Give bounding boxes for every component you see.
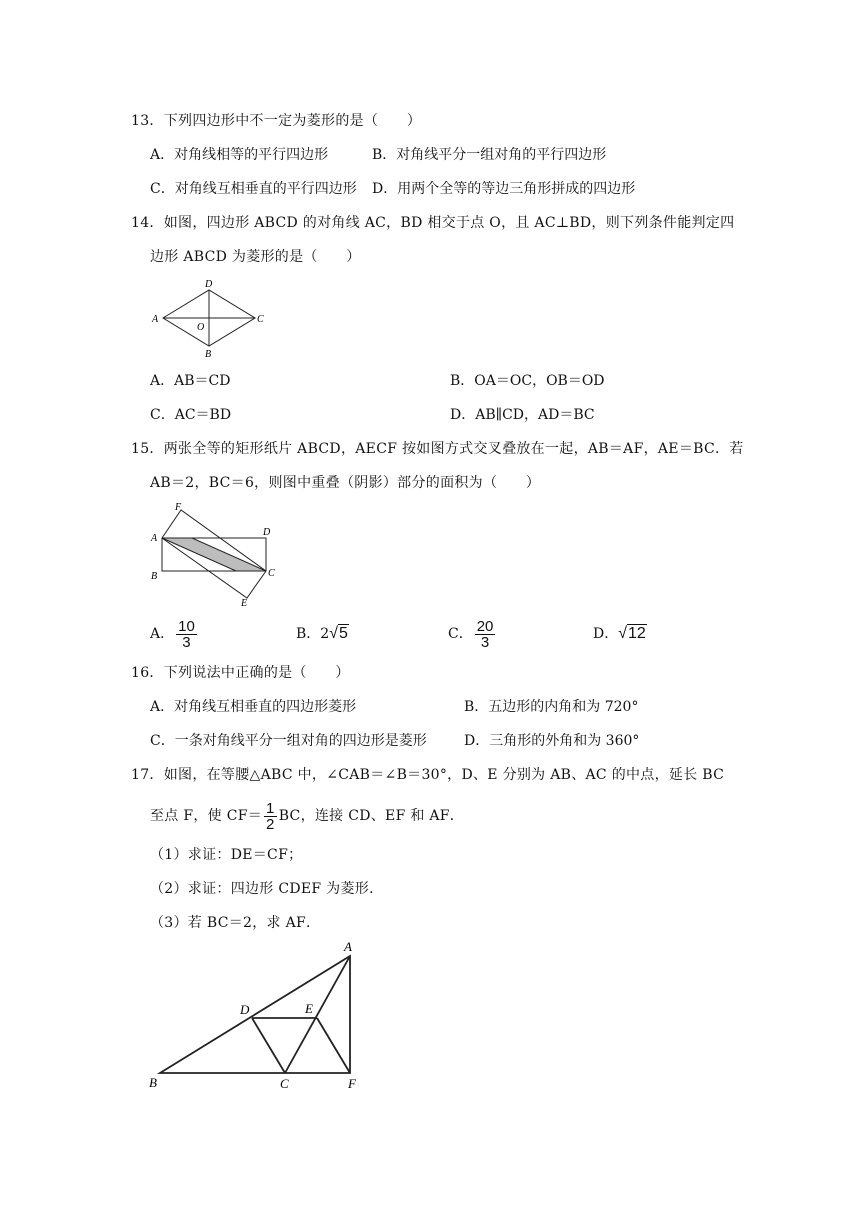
q13-option-c: C．对角线互相垂直的平行四边形 xyxy=(150,181,357,197)
label-f: F xyxy=(348,1076,356,1091)
q14-option-d: D．AB∥CD，AD＝BC xyxy=(450,407,595,423)
q15-stem-line1: 15．两张全等的矩形纸片 ABCD，AECF 按如图方式交叉叠放在一起，AB＝AF，AE＝BC．若 xyxy=(131,441,744,457)
label-a: A xyxy=(151,533,158,544)
label-d: D xyxy=(263,527,271,538)
q14-option-c: C．AC＝BD xyxy=(150,407,232,423)
label-b: B xyxy=(151,571,158,582)
q13-option-b: B．对角线平分一组对角的平行四边形 xyxy=(372,147,607,163)
q14-rhombus-figure xyxy=(145,272,275,362)
q14-option-b: B．OA＝OC，OB＝OD xyxy=(450,373,605,389)
q17-part1: （1）求证：DE＝CF； xyxy=(150,847,303,863)
label-e: E xyxy=(305,1001,313,1016)
q14-stem-line2: 边形 ABCD 为菱形的是（ ） xyxy=(150,249,361,265)
q15-rectangles-figure xyxy=(145,500,285,610)
q16-option-a: A．对角线互相垂直的四边形菱形 xyxy=(150,699,357,715)
sqrt-12: √12 xyxy=(618,625,646,642)
q15-stem-line2: AB＝2，BC＝6，则图中重叠（阴影）部分的面积为（ ） xyxy=(150,475,541,491)
label-e: E xyxy=(241,598,248,609)
label-b: B xyxy=(149,1075,157,1090)
fraction-20-3: $\frac{20}{3}$ xyxy=(476,617,494,651)
q15-option-d xyxy=(593,614,647,654)
segment-dc xyxy=(252,1018,285,1073)
label-a: A xyxy=(344,939,352,954)
q13-option-d: D．用两个全等的等边三角形拼成的四边形 xyxy=(372,181,636,197)
triangle-abf xyxy=(160,956,350,1073)
q15-option-c xyxy=(448,614,497,654)
q14-stem-line1: 14．如图，四边形 ABCD 的对角线 AC，BD 相交于点 O，且 AC⊥BD，则下列条件能判定四 xyxy=(131,215,735,231)
q16-option-b: B．五边形的内角和为 720° xyxy=(464,699,639,715)
q15-option-d-label: D． xyxy=(593,626,619,642)
label-d: D xyxy=(240,1002,250,1017)
label-b: B xyxy=(205,349,212,360)
q15-option-b: B．2√5 xyxy=(296,625,348,642)
q14-option-a: A．AB＝CD xyxy=(150,373,231,389)
fraction-10-3: $\frac{10}{3}$ xyxy=(178,617,195,651)
q15-option-a-label: A． xyxy=(150,626,175,642)
label-o: O xyxy=(197,322,205,333)
segment-ef xyxy=(317,1018,350,1073)
q17-triangle-figure xyxy=(145,938,375,1098)
fraction-one-half: $\frac{1}{2}$ xyxy=(266,799,275,833)
label-c: C xyxy=(268,568,275,579)
label-f: F xyxy=(175,502,182,513)
q17-part2: （2）求证：四边形 CDEF 为菱形． xyxy=(150,881,384,897)
sqrt-5: √5 xyxy=(329,625,348,642)
q16-stem: 16．下列说法中正确的是（ ） xyxy=(131,665,350,681)
q17-part3: （3）若 BC＝2，求 AF． xyxy=(150,915,321,931)
q15-option-a xyxy=(150,614,199,654)
label-c: C xyxy=(280,1076,289,1091)
q15-option-b-label: B． xyxy=(296,626,321,642)
q13-stem: 13．下列四边形中不一定为菱形的是（ ） xyxy=(131,113,422,129)
q16-option-d: D．三角形的外角和为 360° xyxy=(464,733,640,749)
q17-stem-line2: 至点 F，使 CF＝ $\frac{1}{2}$ BC，连接 CD、EF 和 AF． xyxy=(150,799,465,833)
label-c: C xyxy=(257,314,264,325)
label-d: D xyxy=(205,279,213,290)
q16-option-c: C．一条对角线平分一组对角的四边形是菱形 xyxy=(150,733,427,749)
shaded-overlap xyxy=(162,538,266,571)
q13-option-a: A．对角线相等的平行四边形 xyxy=(150,147,329,163)
label-a: A xyxy=(152,314,159,325)
q15-option-c-label: C． xyxy=(448,626,473,642)
q17-stem-line1: 17．如图，在等腰△ABC 中，∠CAB＝∠B＝30°，D、E 分别为 AB、AC 的中点，延长 BC xyxy=(131,767,725,783)
